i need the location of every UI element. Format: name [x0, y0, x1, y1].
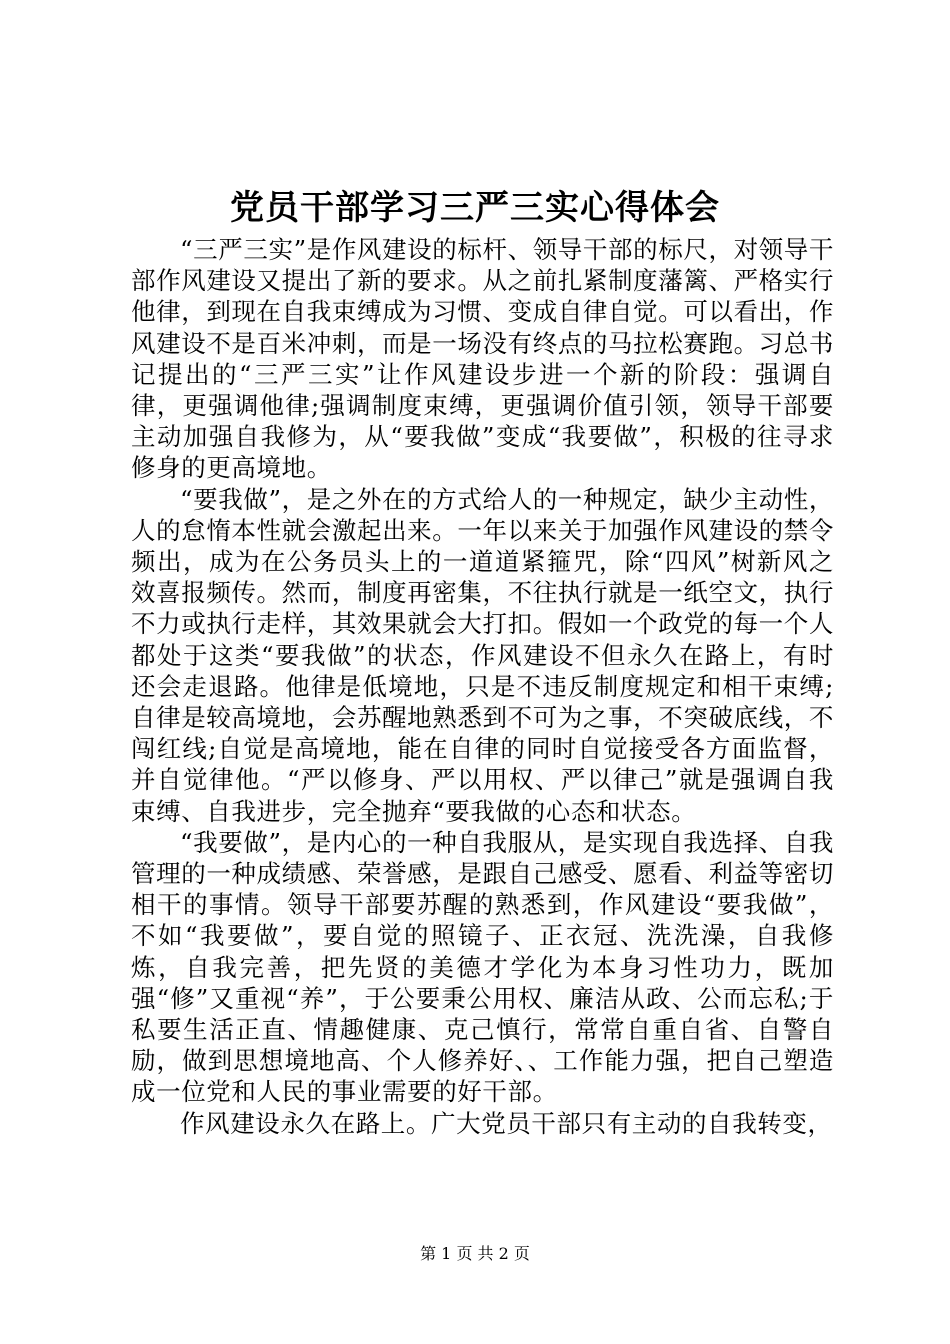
document-title: 党员干部学习三严三实心得体会 [230, 188, 720, 228]
document-body [131, 234, 834, 1139]
paragraph: “要我做”，是之外在的方式给人的一种规定，缺少主动性，人的怠惰本性就会激起出来。一年以来关于加强作风建设的禁令频出，成为在公务员头上的一道道紧箍咒，除“四风”树新风之效喜报频传。然而，制度再密集，不往执行就是一纸空文，执行不力或执行走样，其效果就会大打扣。假如一个政党的每一个人都处于这类“要我做”的状态，作风建设不但永久在路上，有时还会走退路。他律是低境地，只是不违反制度规定和相干束缚;自律是较高境地，会苏醒地熟悉到不可为之事，不突破底线，不闯红线;自觉是高境地，能在自律的同时自觉接受各方面监督，并自觉律他。“严以修身、严以用权、严以律己”就是强调自我束缚、自我进步，完全抛弃“要我做的心态和状态。 [131, 484, 834, 826]
paragraph: 作风建设永久在路上。广大党员干部只有主动的自我转变， [180, 1108, 833, 1138]
paragraph: “三严三实”是作风建设的标杆、领导干部的标尺，对领导干部作风建设又提出了新的要求。从之前扎紧制度藩篱、严格实行他律，到现在自我束缚成为习惯、变成自律自觉。可以看出，作风建设不是百米冲刺，而是一场没有终点的马拉松赛跑。习总书记提出的“三严三实”让作风建设步进一个新的阶段：强调自律，更强调他律;强调制度束缚，更强调价值引领，领导干部要主动加强自我修为，从“要我做”变成“我要做”，积极的往寻求修身的更高境地。 [131, 235, 834, 483]
paragraph: “我要做”，是内心的一种自我服从，是实现自我选择、自我管理的一种成绩感、荣誉感，是跟自己感受、愿看、利益等密切相干的事情。领导干部要苏醒的熟悉到，作风建设“要我做”，不如“我要做”，要自觉的照镜子、正衣冠、洗洗澡，自我修炼，自我完善，把先贤的美德才学化为本身习性功力，既加强“修”又重视“养”，于公要秉公用权、廉洁从政、公而忘私;于私要生活正直、情趣健康、克己慎行，常常自重自省、自警自励，做到思想境地高、个人修养好、、工作能力强，把自己塑造成一位党和人民的事业需要的好干部。 [131, 827, 834, 1107]
page-footer: 第 1 页 共 2 页 [420, 1244, 530, 1263]
